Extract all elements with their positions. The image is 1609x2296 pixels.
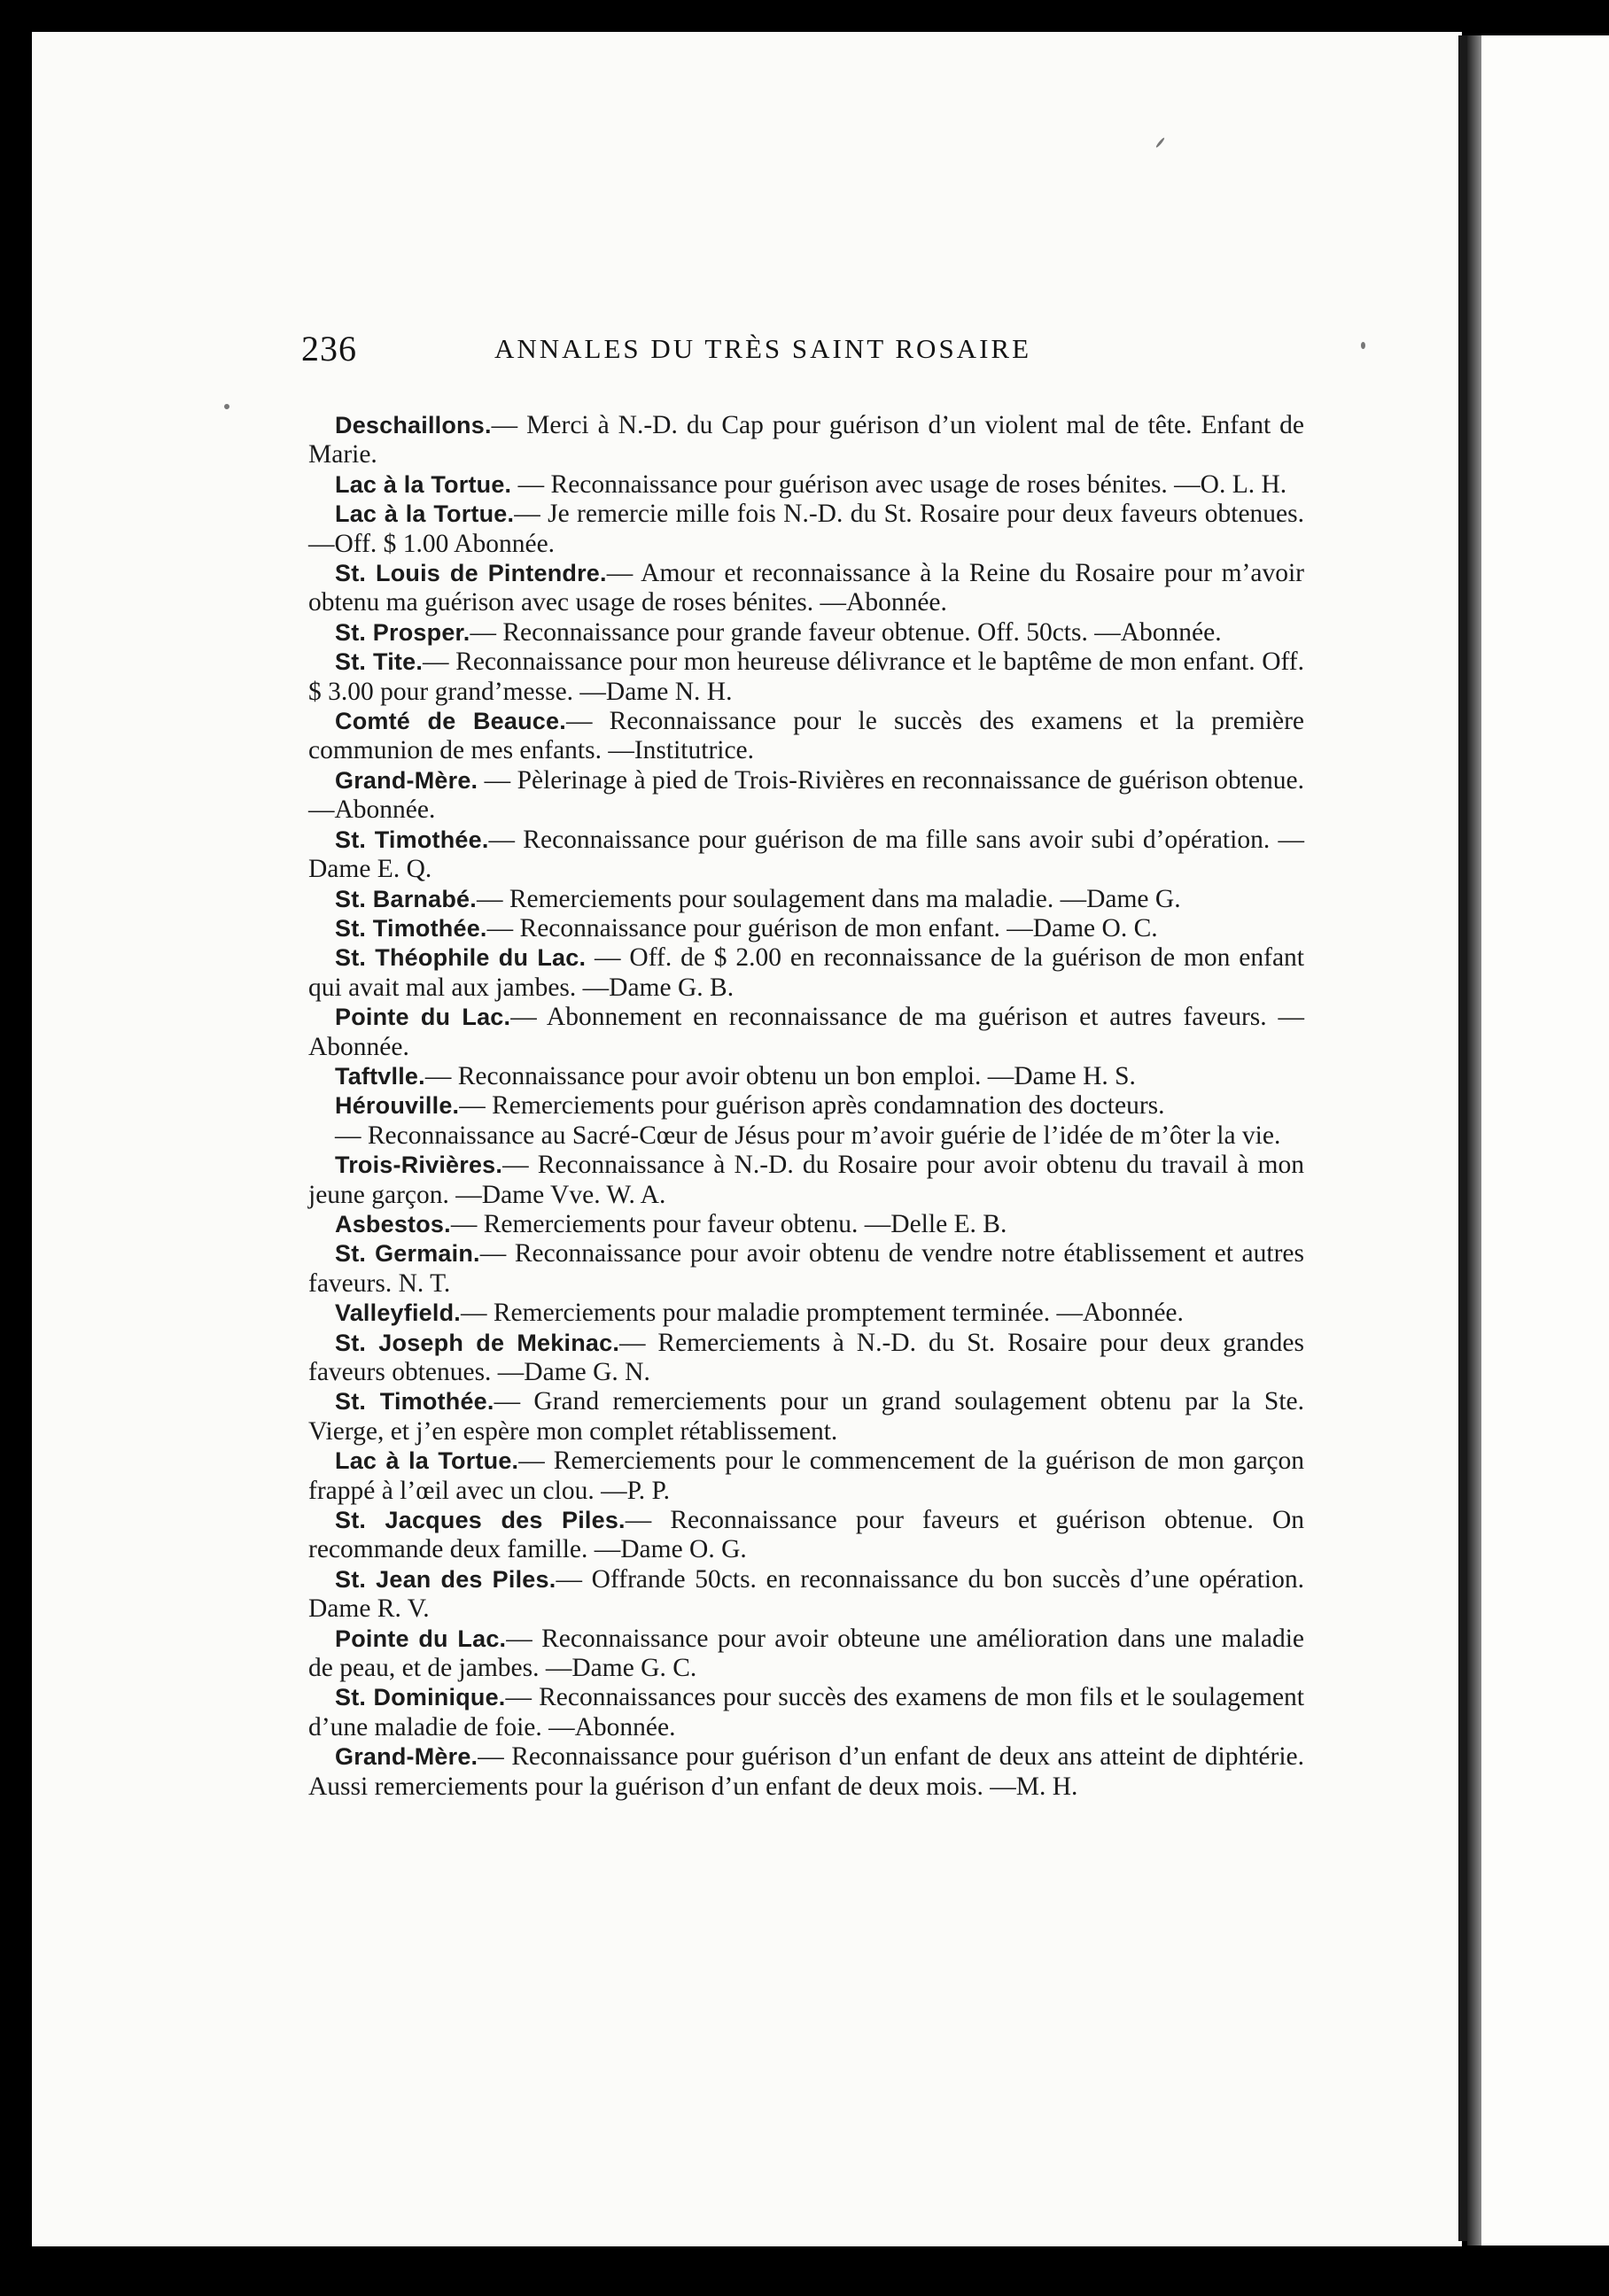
entry-text: — Reconnaissance pour avoir obteune une amélioration dans une maladie de peau, et de jambes. —Dame G. C.	[308, 1624, 1304, 1683]
entry-place: St. Prosper.	[335, 618, 470, 646]
entry-text: — Reconnaissance pour guérison de mon enfant. —Dame O. C.	[486, 913, 1158, 942]
entry-place: Lac à la Tortue.	[335, 470, 512, 498]
entry	[308, 1329, 1304, 1388]
entry-place: St. Joseph de Mekinac.	[335, 1329, 620, 1356]
entry-place: St. Louis de Pintendre.	[335, 560, 607, 587]
entry-place: St. Dominique.	[335, 1684, 506, 1711]
entry-text: — Reconnaissance pour mon heureuse délivrance et le baptême de mon enfant. Off. $ 3.00 pour grand’messe. —Dame N. H.	[308, 648, 1304, 706]
page-header	[269, 324, 1306, 377]
entry-place: St. Timothée.	[335, 1388, 494, 1416]
entry-text: — Offrande 50cts. en reconnaissance du bon succès d’une opération. Dame R. V.	[308, 1564, 1304, 1624]
entry-text: — Pèlerinage à pied de Trois-Rivières en reconnaissance de guérison obtenue. —Abonnée.	[308, 765, 1304, 825]
speck-mark	[1155, 137, 1165, 149]
entry-place: Lac à la Tortue.	[335, 500, 515, 528]
entry-text: — Amour et reconnaissance à la Reine du Rosaire pour m’avoir obtenu ma guérison avec usage de roses bénites. —Abonnée.	[308, 559, 1304, 617]
entries-list	[308, 411, 1304, 1802]
entry	[308, 1003, 1304, 1062]
entry-place: Trois-Rivières.	[335, 1152, 503, 1179]
entry	[308, 618, 1304, 648]
entry	[308, 885, 1304, 914]
entry	[308, 1447, 1304, 1506]
entry-text: — Remerciements pour maladie promptement terminée. —Abonnée.	[460, 1299, 1184, 1328]
entry	[308, 1565, 1304, 1625]
entry	[308, 1062, 1304, 1091]
page-number: 236	[301, 329, 357, 368]
entry-text: — Reconnaissances pour succès des examens de mon fils et le soulagement d’une maladie de foie. —Abonnée.	[308, 1683, 1304, 1741]
book-page	[32, 32, 1462, 2246]
entry-text: — Reconnaissance pour guérison de ma fille sans avoir subi d’opération. —Dame E. Q.	[308, 825, 1304, 884]
entry-text: — Remerciements à N.-D. du St. Rosaire pour deux grandes faveurs obtenues. —Dame G. N.	[308, 1328, 1304, 1386]
entry-place: Deschaillons.	[335, 412, 492, 438]
entry-place: Valleyfield.	[335, 1299, 461, 1327]
entry	[308, 914, 1304, 943]
entry-text: — Reconnaissance à N.-D. du Rosaire pour avoir obtenu du travail à mon jeune garçon. —Dame Vve. W. A.	[308, 1151, 1304, 1209]
entry-place: St. Théophile du Lac.	[335, 944, 587, 972]
entry-text: — Off. de $ 2.00 en reconnaissance de la guérison de mon enfant qui avait mal aux jambes. —Dame G. B.	[308, 943, 1305, 1002]
entry	[308, 411, 1304, 470]
entry	[308, 648, 1304, 707]
entry-text: — Remerciements pour guérison après condamnation des docteurs.	[459, 1091, 1165, 1121]
entry-text: — Reconnaissance au Sacré-Cœur de Jésus pour m’avoir guérie de l’idée de m’ôter la vie.	[335, 1121, 1281, 1150]
entry	[308, 707, 1304, 766]
entry-text: — Abonnement en reconnaissance de ma guérison et autres faveurs. —Abonnée.	[308, 1003, 1304, 1061]
entry-place: St. Barnabé.	[335, 885, 477, 912]
entry	[308, 470, 1304, 500]
entry-text: — Reconnaissance pour grande faveur obtenue. Off. 50cts. —Abonnée.	[470, 617, 1222, 647]
entry	[308, 1387, 1304, 1447]
entry-text: — Reconnaissance pour avoir obtenu de vendre notre établissement et autres faveurs. N. T.	[308, 1239, 1304, 1298]
entry	[308, 826, 1304, 885]
entry	[308, 1683, 1304, 1742]
entry-text: — Reconnaissance pour faveurs et guérison obtenue. On recommande deux famille. —Dame O. G.	[308, 1506, 1304, 1564]
entry	[308, 1210, 1304, 1239]
entry-place: Lac à la Tortue.	[335, 1447, 519, 1475]
entry-place: St. Timothée.	[335, 914, 487, 942]
page-gutter-shadow	[1467, 35, 1481, 2246]
entry-text: — Remerciements pour faveur obtenu. —Delle E. B.	[450, 1209, 1007, 1238]
entry-text: — Je remercie mille fois N.-D. du St. Rosaire pour deux faveurs obtenues. —Off. $ 1.00 Abonnée.	[308, 500, 1304, 558]
entry-place: Grand-Mère.	[335, 1743, 478, 1771]
entry	[308, 1742, 1304, 1802]
entry-place: Hérouville.	[335, 1092, 460, 1120]
entry	[308, 1121, 1304, 1151]
entry-text: — Grand remerciements pour un grand soulagement obtenu par la Ste. Vierge, et j’en espère mon complet rétablissement.	[308, 1387, 1304, 1446]
speck-mark	[1361, 342, 1365, 349]
entry-place: Comté de Beauce.	[335, 708, 566, 735]
entry-place: Pointe du Lac.	[335, 1625, 507, 1652]
speck-mark	[224, 404, 229, 409]
page-edge	[1458, 35, 1467, 2241]
entry-place: Grand-Mère.	[335, 766, 478, 794]
entry-text: — Reconnaissance pour guérison d’un enfant de deux ans atteint de diphtérie. Aussi remerciements pour la guérison d’un enfant de deux mois. —M. H.	[308, 1742, 1304, 1801]
entry	[308, 1625, 1304, 1684]
running-title: ANNALES DU TRÈS SAINT ROSAIRE	[494, 333, 1032, 364]
entry-place: St. Germain.	[335, 1240, 480, 1268]
entry	[308, 500, 1304, 559]
entry-text: — Reconnaissance pour le succès des examens et la première communion de mes enfants. —Institutrice.	[308, 707, 1304, 765]
entry	[308, 559, 1304, 618]
entry	[308, 1239, 1304, 1299]
entry-place: St. Jean des Piles.	[335, 1565, 556, 1593]
entry-place: St. Jacques des Piles.	[335, 1507, 626, 1534]
entry	[308, 1091, 1304, 1121]
entry-text: — Reconnaissance pour guérison avec usage de roses bénites. —O. L. H.	[511, 469, 1287, 499]
entry-place: Pointe du Lac.	[335, 1004, 511, 1031]
adjacent-page	[1481, 35, 1609, 2246]
entry	[308, 1299, 1304, 1328]
entry-text: — Merci à N.-D. du Cap pour guérison d’un violent mal de tête. Enfant de Marie.	[308, 411, 1304, 469]
entry	[308, 943, 1304, 1003]
entry-text: — Remerciements pour le commencement de la guérison de mon garçon frappé à l’œil avec un clou. —P. P.	[308, 1447, 1304, 1505]
entry	[308, 1506, 1304, 1565]
entry-text: — Remerciements pour soulagement dans ma maladie. —Dame G.	[476, 884, 1181, 913]
entry-place: St. Timothée.	[335, 826, 489, 853]
entry-place: Taftvlle.	[335, 1062, 425, 1090]
entry-text: — Reconnaissance pour avoir obtenu un bon emploi. —Dame H. S.	[424, 1061, 1136, 1090]
entry	[308, 1151, 1304, 1210]
entry	[308, 766, 1304, 826]
entry-place: St. Tite.	[335, 648, 424, 676]
entry-place: Asbestos.	[335, 1210, 451, 1237]
